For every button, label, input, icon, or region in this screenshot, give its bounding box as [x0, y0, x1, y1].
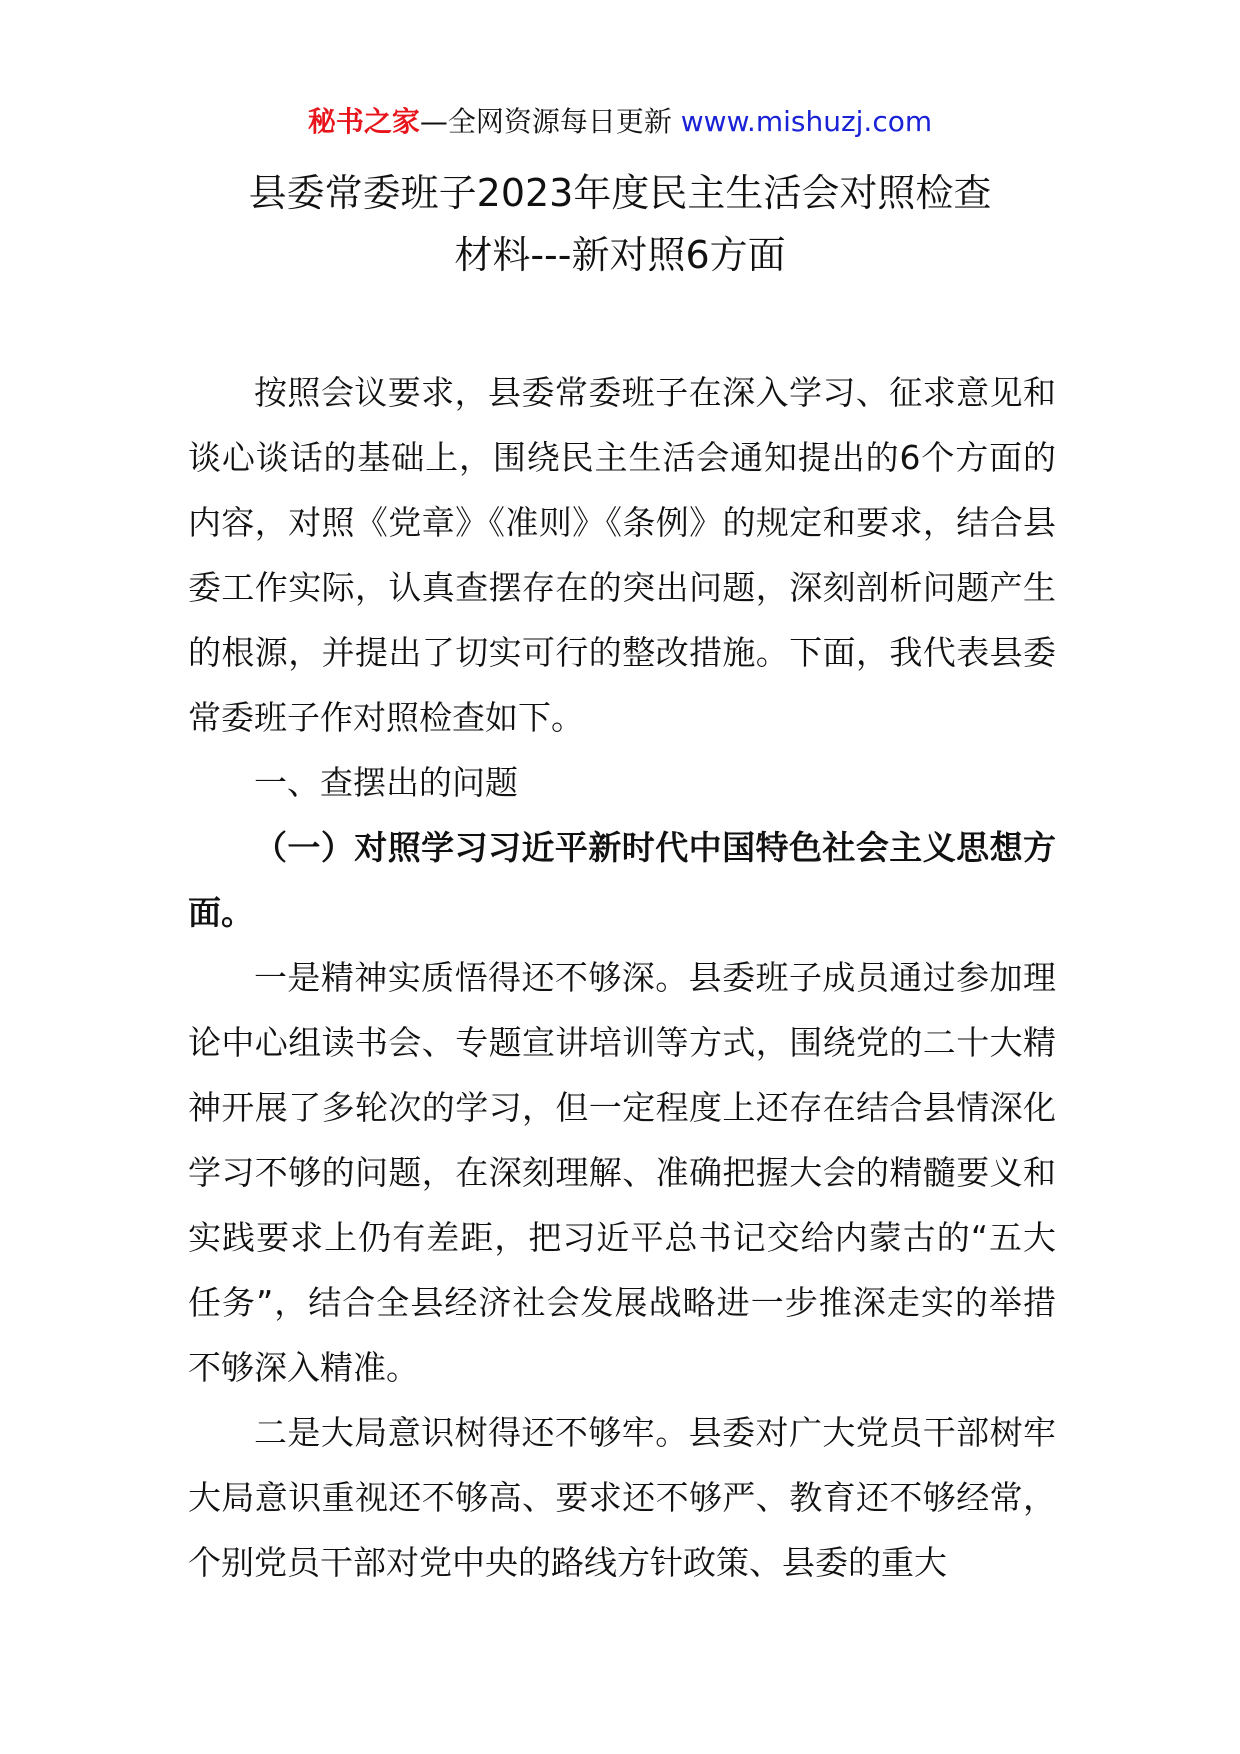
site-header: [0, 102, 1240, 142]
body-paragraph: 一是精神实质悟得还不够深。县委班子成员通过参加理论中心组读书会、专题宣讲培训等方式，围绕党的二十大精神开展了多轮次的学习，但一定程度上还存在结合县情深化学习不够的问题，在深刻理解、准确把握大会的精髓要义和实践要求上仍有差距，把习近平总书记交给内蒙古的“五大任务”，结合全县经济社会发展战略进一步推深走实的举措不够深入精准。: [188, 958, 1056, 1387]
document-title: [0, 162, 1240, 286]
body-paragraph: 二是大局意识树得还不够牢。县委对广大党员干部树牢大局意识重视还不够高、要求还不够严、教育还不够经常，个别党员干部对党中央的路线方针政策、县委的重大: [188, 1413, 1056, 1582]
title-line-1: 县委常委班子2023年度民主生活会对照检查: [248, 171, 992, 215]
site-tagline: —全网资源每日更新: [419, 105, 681, 138]
site-name: 秘书之家: [307, 105, 420, 138]
section-heading: 一、查摆出的问题: [254, 763, 518, 802]
title-line-2: 材料---新对照6方面: [454, 233, 786, 277]
subsection-heading: （一）对照学习习近平新时代中国特色社会主义思想方面。: [188, 828, 1056, 932]
intro-paragraph: 按照会议要求，县委常委班子在深入学习、征求意见和谈心谈话的基础上，围绕民主生活会通知提出的6个方面的内容，对照《党章》《准则》《条例》的规定和要求，结合县委工作实际，认真查摆存在的突出问题，深刻剖析问题产生的根源，并提出了切实可行的整改措施。下面，我代表县委常委班子作对照检查如下。: [188, 373, 1056, 737]
site-url-link[interactable]: www.mishuzj.com: [680, 105, 933, 138]
document-body: [188, 360, 1056, 1595]
